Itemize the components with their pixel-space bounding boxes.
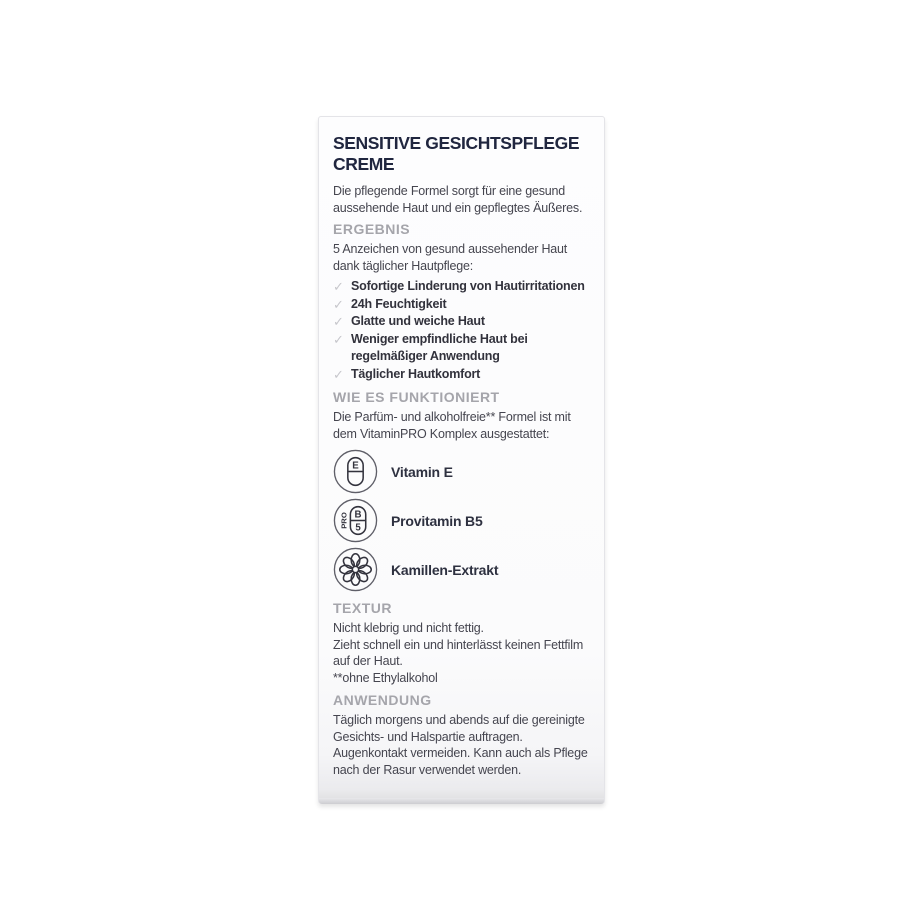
ingredient-label: Vitamin E: [391, 463, 453, 480]
checkmark-icon: ✓: [333, 279, 344, 294]
ingredient-row-vitamin-e: [333, 447, 591, 496]
product-intro-text: Die pflegende Formel sorgt für eine gesund aussehende Haut und ein gepflegtes Äußeres.: [333, 184, 583, 215]
svg-text:B: B: [354, 509, 362, 521]
checkmark-icon: ✓: [333, 366, 344, 382]
provitamin-b5-capsule-icon: [333, 498, 378, 543]
section-heading-anwendung: ANWENDUNG: [333, 692, 432, 708]
checklist-item-label: Glatte und weiche Haut: [351, 314, 485, 328]
wie-es-funktioniert-intro-text: Die Parfüm- und alkoholfreie** Formel ist mit dem VitaminPRO Komplex ausgestattet:: [333, 410, 571, 441]
ingredient-list: [333, 447, 591, 594]
textur-line: Nicht klebrig und nicht fettig.: [333, 621, 484, 635]
chamomile-flower-icon: [333, 547, 378, 592]
box-bottom-edge: [319, 798, 604, 804]
checkmark-icon: ✓: [333, 314, 344, 329]
svg-text:PRO: PRO: [339, 512, 349, 529]
vitamin-e-capsule-icon: [333, 449, 378, 494]
checklist-item-label: Weniger empfindliche Haut bei regelmäßiger Anwendung: [351, 331, 528, 363]
checklist-item-label: 24h Feuchtigkeit: [351, 296, 447, 311]
checklist-item-label: Sofortige Linderung von Hautirritationen: [351, 279, 585, 293]
ingredient-row-kamillen-extrakt: [333, 545, 591, 594]
checkmark-icon: ✓: [333, 296, 344, 312]
ingredient-row-provitamin-b5: [333, 496, 591, 545]
checklist-item: [333, 296, 591, 314]
anwendung-text: Täglich morgens und abends auf die gereinigte Gesichts- und Halspartie auftragen. Augenkontakt vermeiden. Kann auch als Pflege nach der Rasur verwendet werden.: [333, 713, 588, 777]
textur-footnote: **ohne Ethylalkohol: [333, 670, 438, 685]
checklist-item: [333, 366, 591, 384]
textur-line: Zieht schnell ein und hinterlässt keinen Fettfilm auf der Haut.: [333, 637, 584, 668]
ingredient-label: Kamillen-Extrakt: [391, 561, 499, 578]
checklist-item: [333, 278, 591, 296]
checklist-item-label: Täglicher Hautkomfort: [351, 366, 481, 381]
product-box-back-panel: [318, 116, 605, 804]
checklist-item: [333, 331, 591, 366]
product-title: SENSITIVE GESICHTSPFLEGE CREME: [333, 133, 580, 174]
svg-text:E: E: [352, 460, 359, 472]
checklist-item: [333, 313, 591, 331]
section-heading-wie-es-funktioniert: WIE ES FUNKTIONIERT: [333, 389, 500, 405]
ingredient-label: Provitamin B5: [391, 512, 483, 529]
benefits-checklist: [333, 278, 591, 383]
section-heading-textur: TEXTUR: [333, 600, 392, 616]
section-heading-ergebnis: ERGEBNIS: [333, 221, 411, 237]
checkmark-icon: ✓: [333, 331, 344, 347]
ergebnis-intro-text: 5 Anzeichen von gesund aussehender Haut dank täglicher Hautpflege:: [333, 242, 568, 273]
svg-text:5: 5: [355, 522, 361, 534]
